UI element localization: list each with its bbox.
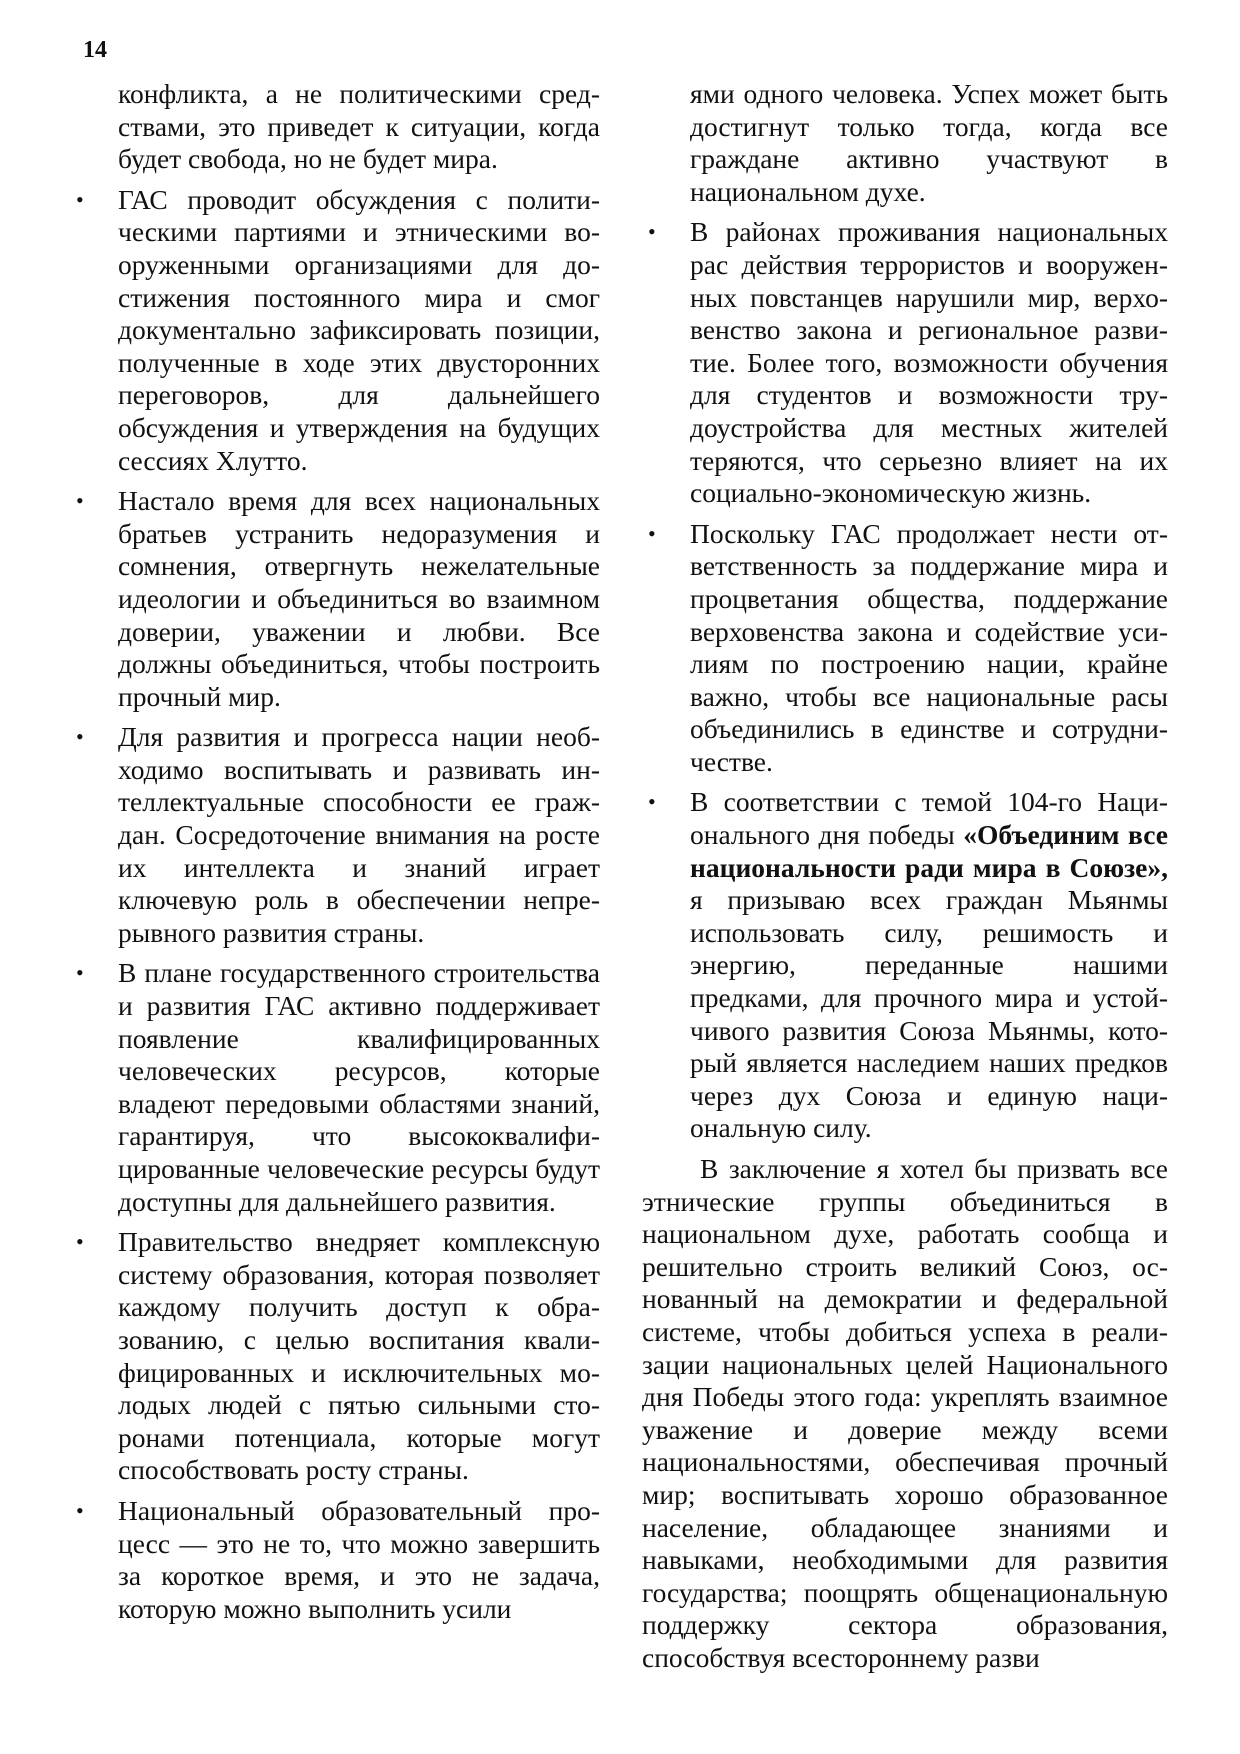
bullet-icon: •: [76, 724, 84, 750]
bullet-item: [70, 184, 600, 477]
left-column: [70, 78, 600, 1625]
bullet-item: [642, 518, 1168, 779]
bullet-icon: •: [648, 520, 656, 546]
bullet-item: [70, 957, 600, 1218]
bullet-text: Национальный образовательный процесс — это не то, что можно завершить за короткое время, и это не задача, которую можно выполнить усили: [118, 1494, 600, 1624]
bullet-text-before: В соответствии с темой 104-го Национального дня победы: [690, 786, 1168, 851]
bullet-icon: •: [76, 488, 84, 514]
closing-paragraph: В заключение я хотел бы призвать все этнические группы объединиться в национальном духе, работать сообща и решительно строить великий Союз, основанный на демократии и федеральной системе, чтобы добиться успеха в реализации национальных целей Национального дня Победы этого года: укреплять взаимное уважение и доверие между всеми национальностями, обеспечивая прочный мир; воспитывать хорошо образованное население, обладающее знаниями и навыками, необходимыми для развития государства; поощрять общенациональную поддержку сектора образования, способствуя всестороннему разви: [642, 1153, 1168, 1673]
bullet-text: ГАС проводит обсуждения с политическими партиями и этническими вооруженными организациями для достижения постоянного мира и смог документально зафиксировать позиции, полученные в ходе этих двусторонних переговоров, для дальнейшего обсуждения и утверждения на будущих сессиях Хлутто.: [118, 183, 600, 476]
bullet-text: Для развития и прогресса нации необходимо воспитывать и развивать интеллектуальные способности ее граждан. Сосредоточение внимания на росте их интеллекта и знаний играет ключевую роль в обеспечении непрерывного развития страны.: [118, 721, 600, 948]
bullet-item-theme: [642, 786, 1168, 1145]
bullet-icon: •: [76, 1497, 84, 1523]
bullet-text: В плане государственного строительства и развития ГАС активно поддерживает появление квалифицированных человеческих ресурсов, которые владеют передовыми областями знаний, гарантируя, что высококвалифицированные человеческие ресурсы будут доступны для дальнейшего развития.: [118, 957, 600, 1217]
bullet-text: Настало время для всех национальных братьев устранить недоразумения и сомнения, отвергнуть нежелательные идеологии и объединиться во взаимном доверии, уважении и любви. Все должны объединиться, чтобы построить прочный мир.: [118, 485, 600, 712]
bullet-icon: •: [76, 960, 84, 986]
bullet-icon: •: [76, 186, 84, 212]
bullet-item: [70, 485, 600, 713]
bullet-text: В районах проживания национальных рас действия террористов и вооруженных повстанцев нарушили мир, верховенство закона и региональное развитие. Более того, возможности обучения для студентов и возможности трудоустройства для местных жителей теряются, что серьезно влияет на их социально-экономическую жизнь.: [690, 216, 1168, 509]
continuation-paragraph: конфликта, а не политическими средствами, это приведет к ситуации, когда будет свобода, но не будет мира.: [118, 78, 600, 175]
right-column: [642, 78, 1168, 1675]
bullet-item: [70, 1226, 600, 1487]
continuation-paragraph: ями одного человека. Успех может быть достигнут только тогда, когда все граждане активно участвуют в национальном духе.: [690, 78, 1168, 207]
bullet-text-after: я призываю всех граждан Мьянмы использовать силу, решимость и энергию, переданные нашими предками, для прочного мира и устойчивого развития Союза Мьянмы, который является наследием наших предков через дух Союза и единую национальную силу.: [690, 884, 1168, 1144]
bullet-item: [70, 1495, 600, 1625]
bullet-icon: •: [76, 1229, 84, 1255]
bullet-icon: •: [648, 219, 656, 245]
bullet-item: [642, 216, 1168, 509]
bullet-text: Правительство внедряет комплексную систему образования, которая позволяет каждому получить доступ к образованию, с целью воспитания квалифицированных и исключительных молодых людей с пятью сильными сторонами потенциала, которые могут способствовать росту страны.: [118, 1226, 600, 1486]
bullet-item: [70, 721, 600, 949]
page-number: 14: [83, 37, 107, 63]
bullet-text: Поскольку ГАС продолжает нести ответственность за поддержание мира и процветания общества, поддержание верховенства закона и содействие усилиям по построению нации, крайне важно, чтобы все национальные расы объединились в единстве и сотрудничестве.: [690, 517, 1168, 777]
theme-title: «Объединим все национальности ради мира в Союзе»,: [690, 819, 1168, 883]
bullet-icon: •: [648, 789, 656, 815]
